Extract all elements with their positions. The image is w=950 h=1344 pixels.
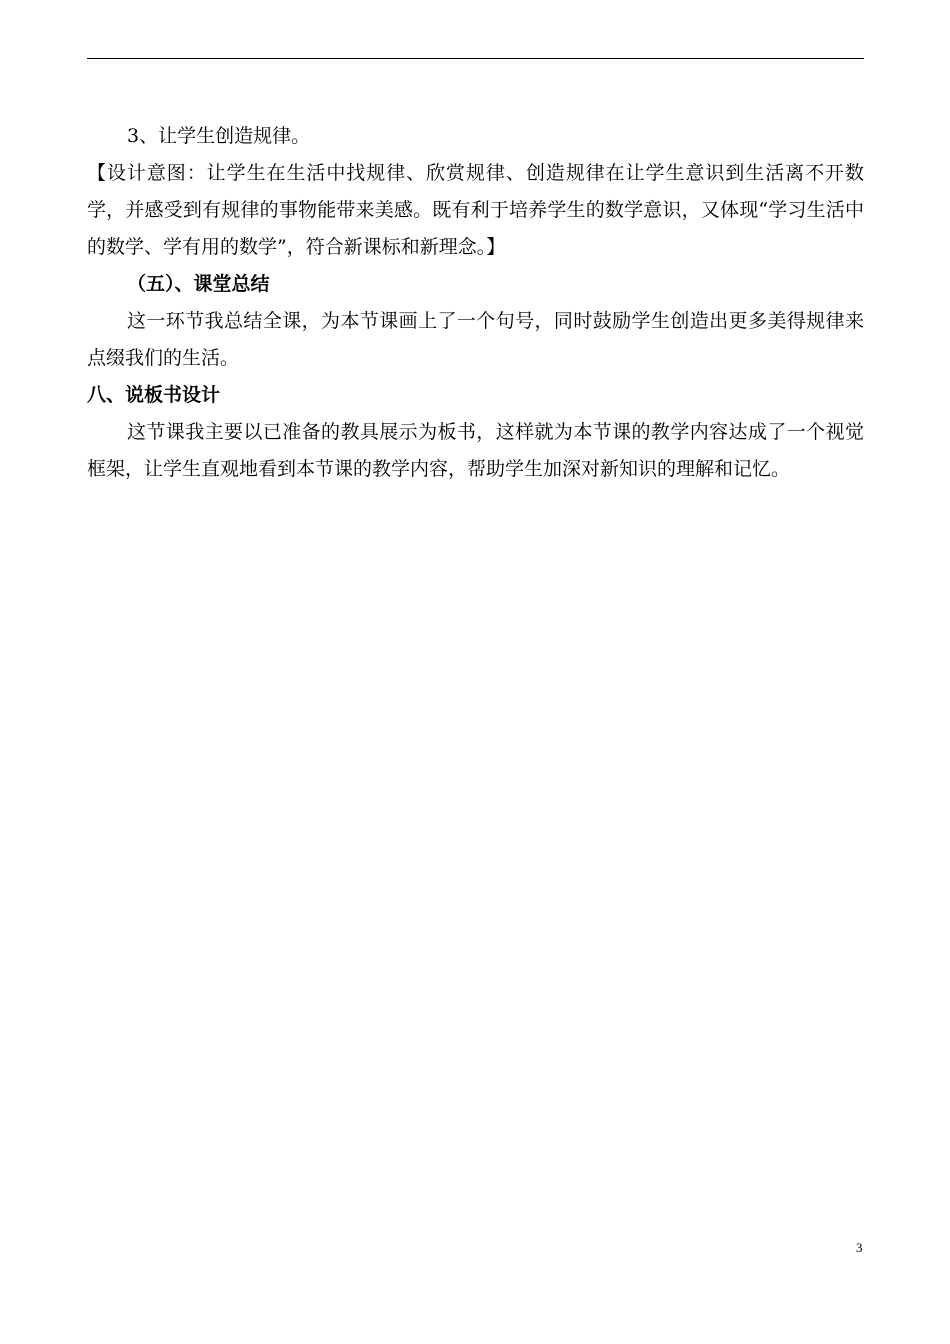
page-number: 3 [856,1240,863,1255]
list-item-3: 3、让学生创造规律。 [127,125,311,147]
design-intent-paragraph: 【设计意图：让学生在生活中找规律、欣赏规律、创造规律在让学生意识到生活离不开数学，并感受到有规律的事物能带来美感。既有利于培养学生的数学意识，又体现“学习生活中的数学、学有用的数学”，符合新课标和新理念。】 [87,162,864,258]
summary-paragraph: 这一环节我总结全课，为本节课画上了一个句号，同时鼓励学生创造出更多美得规律来点缀我们的生活。 [87,310,864,369]
header-rule [87,58,864,59]
document-body [87,118,864,488]
section-heading-summary: （五）、课堂总结 [127,273,270,295]
board-design-paragraph: 这节课我主要以已准备的教具展示为板书，这样就为本节课的教学内容达成了一个视觉框架，让学生直观地看到本节课的教学内容，帮助学生加深对新知识的理解和记忆。 [87,421,864,480]
section-heading-board-design: 八、说板书设计 [87,384,221,406]
